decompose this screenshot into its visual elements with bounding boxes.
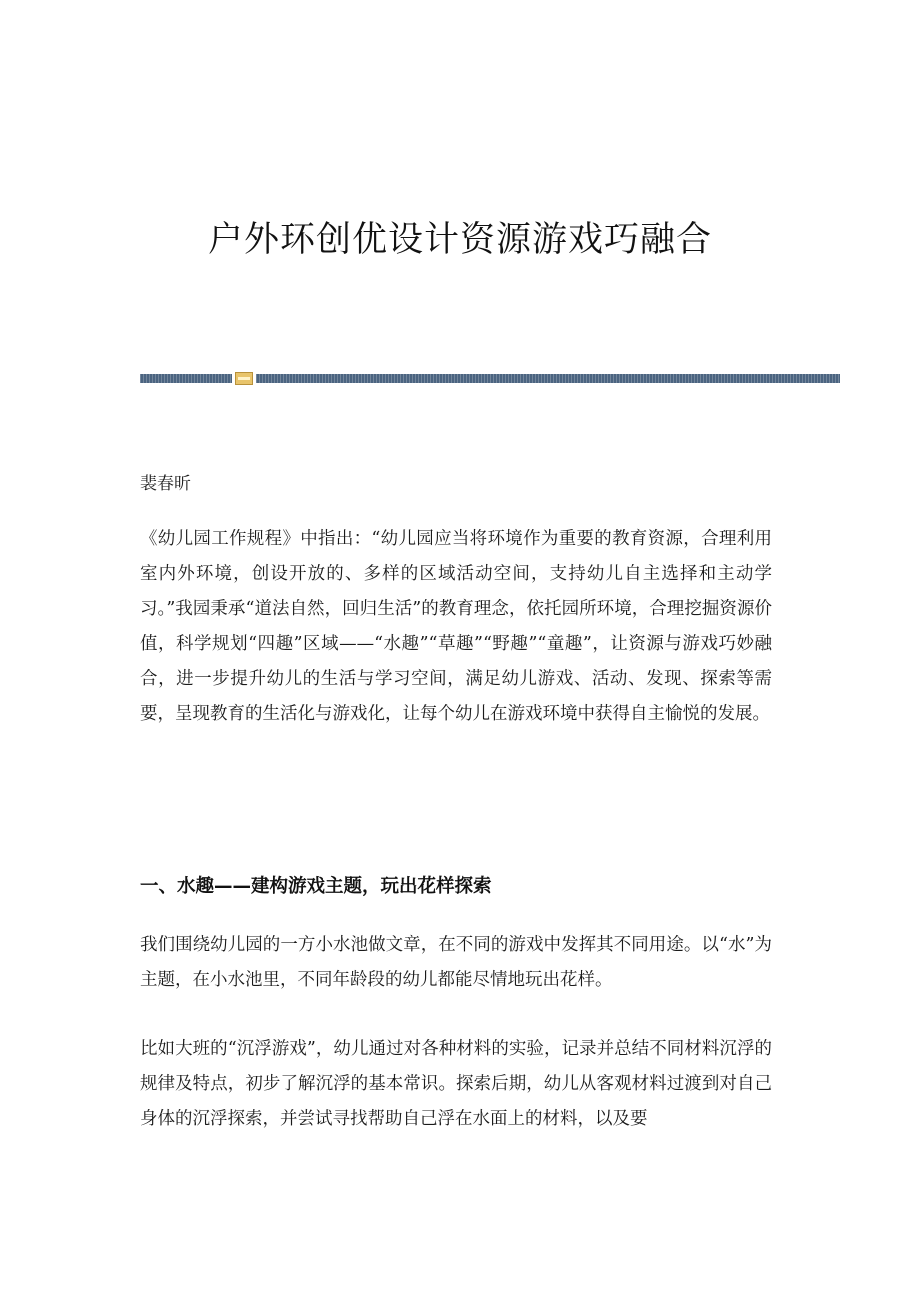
- divider-ornament-icon: [235, 372, 253, 385]
- title-divider-right: [256, 374, 840, 383]
- author-name: 裴春昕: [140, 474, 191, 494]
- section-paragraph-1: 我们围绕幼儿园的一方小水池做文章，在不同的游戏中发挥其不同用途。以“水”为主题，在小水池里，不同年龄段的幼儿都能尽情地玩出花样。: [140, 935, 772, 990]
- section-paragraph-2: 比如大班的“沉浮游戏”，幼儿通过对各种材料的实验，记录并总结不同材料沉浮的规律及特点，初步了解沉浮的基本常识。探索后期，幼儿从客观材料过渡到对自己身体的沉浮探索，并尝试寻找帮助自己浮在水面上的材料，以及要: [140, 1039, 772, 1129]
- intro-paragraph: 《幼儿园工作规程》中指出：“幼儿园应当将环境作为重要的教育资源，合理利用室内外环境，创设开放的、多样的区域活动空间，支持幼儿自主选择和主动学习。”我园秉承“道法自然，回归生活”的教育理念，依托园所环境，合理挖掘资源价值，科学规划“四趣”区域——“水趣”“草趣”“野趣”“童趣”，让资源与游戏巧妙融合，进一步提升幼儿的生活与学习空间，满足幼儿游戏、活动、发现、探索等需要，呈现教育的生活化与游戏化，让每个幼儿在游戏环境中获得自主愉悦的发展。: [140, 529, 772, 724]
- document-title: 户外环创优设计资源游戏巧融合: [207, 220, 712, 260]
- title-divider-left: [140, 374, 232, 383]
- section-heading: 一、水趣——建构游戏主题，玩出花样探索: [140, 876, 492, 897]
